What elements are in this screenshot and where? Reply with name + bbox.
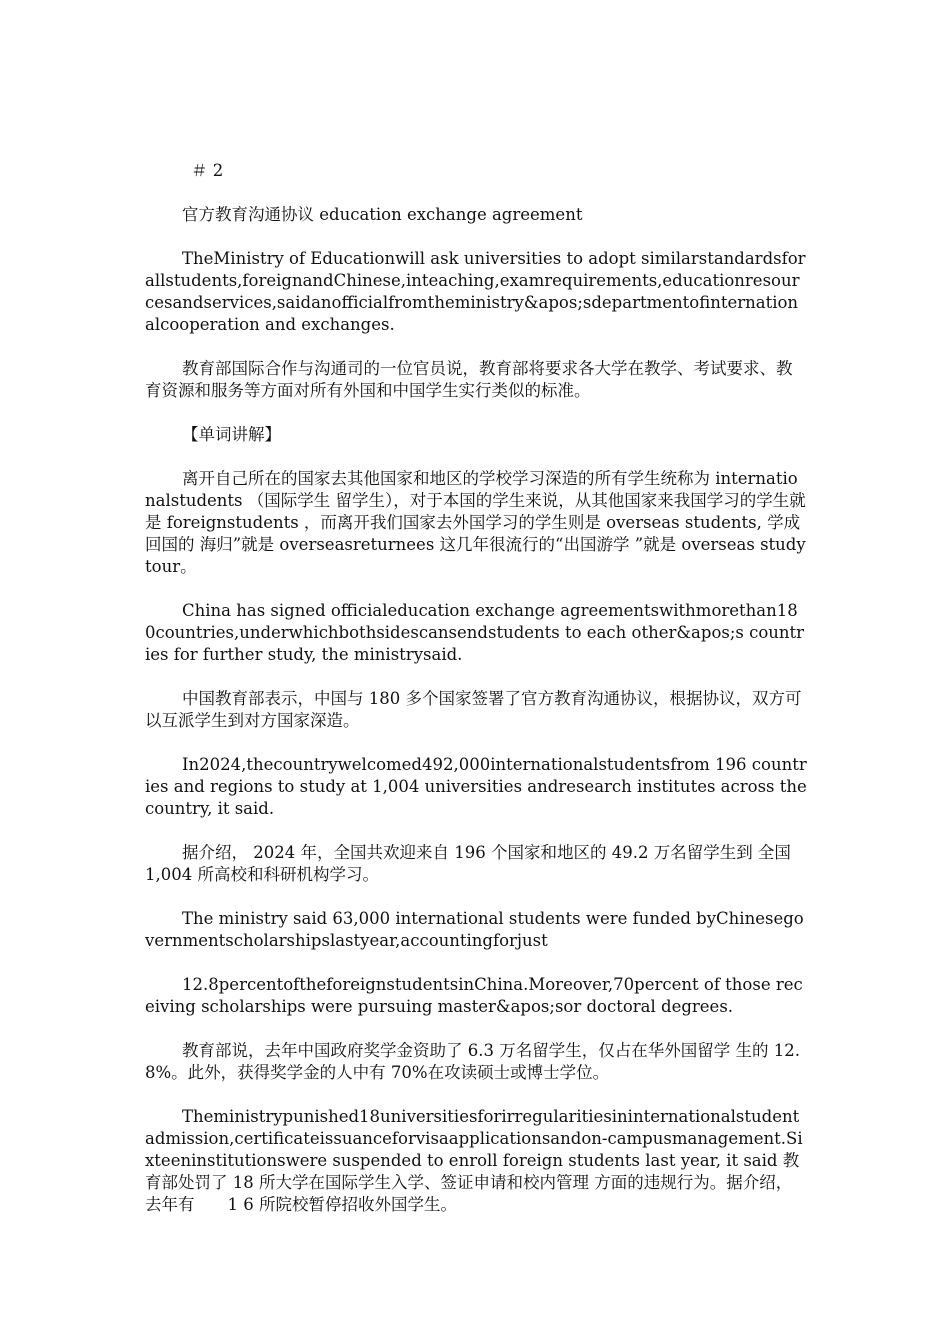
paragraph-zh-2: 中国教育部表示，中国与 180 多个国家签署了官方教育沟通协议，根据协议，双方可以互派学生到对方国家深造。 (145, 689, 802, 730)
paragraph-en-1: TheMinistry of Educationwill ask universities to adopt similarstandardsforallstudents,foreignandChinese,inteaching,examrequirements,educationresourcesandservices,saidanofficialfromtheministry&apos;sdepartmentofinternation alcooperation and exchanges. (145, 249, 806, 334)
paragraph-en-zh-5: Theministrypunished18universitiesforirregularitiesininternationalstudentadmission,certificateissuanceforvisaapplicationsandon-campusmanagement.Sixteeninstitutionswere suspended to enroll foreign students last year, it said 教育部处罚了 18 所大学在国际学生入学、签证申请和校内管理 方面的违规行为。据介绍，去年有 1 6 所院校暂停招收外国学生。 (145, 1107, 803, 1214)
vocabulary-heading: 【单词讲解】 (182, 425, 281, 444)
paragraph-zh-3: 据介绍， 2024 年，全国共欢迎来自 196 个国家和地区的 49.2 万名留学生到 全国 1,004 所高校和科研机构学习。 (145, 843, 791, 884)
paragraph-zh-4: 教育部说，去年中国政府奖学金资助了 6.3 万名留学生，仅占在华外国留学 生的 12.8%。此外，获得奖学金的人中有 70%在攻读硕士或博士学位。 (145, 1041, 800, 1082)
paragraph-en-4b: 12.8percentoftheforeignstudentsinChina.Moreover,70percent of those receiving scholarships were pursuing master&apos;sor doctoral degrees. (145, 975, 803, 1016)
paragraph-zh-1: 教育部国际合作与沟通司的一位官员说，教育部将要求各大学在教学、考试要求、教育资源和服务等方面对所有外国和中国学生实行类似的标准。 (145, 359, 793, 400)
document-title: 官方教育沟通协议 education exchange agreement (182, 205, 583, 224)
section-number: ＃ 2 (191, 161, 224, 180)
paragraph-en-4a: The ministry said 63,000 international students were funded byChinesegovernmentscholarshipslastyear,accountingforjust (145, 909, 804, 950)
paragraph-en-2: China has signed officialeducation exchange agreementswithmorethan180countries,underwhichbothsidescansendstudents to each other&apos;s countries for further study, the ministrysaid. (145, 601, 805, 664)
document-page (145, 160, 807, 1238)
vocabulary-explanation: 离开自己所在的国家去其他国家和地区的学校学习深造的所有学生统称为 internationalstudents （国际学生 留学生），对于本国的学生来说，从其他国家来我国学习的学生就是 foreignstudents ，而离开我们国家去外国学习的学生则是 overseas students, 学成回国的 海归”就是 overseasreturnees 这几年很流行的“出国游学 ”就是 overseas study tour。 (145, 469, 806, 576)
paragraph-en-3: In2024,thecountrywelcomed492,000internationalstudentsfrom 196 countries and regions to study at 1,004 universities andresearch institutes across the country, it said. (145, 755, 807, 818)
